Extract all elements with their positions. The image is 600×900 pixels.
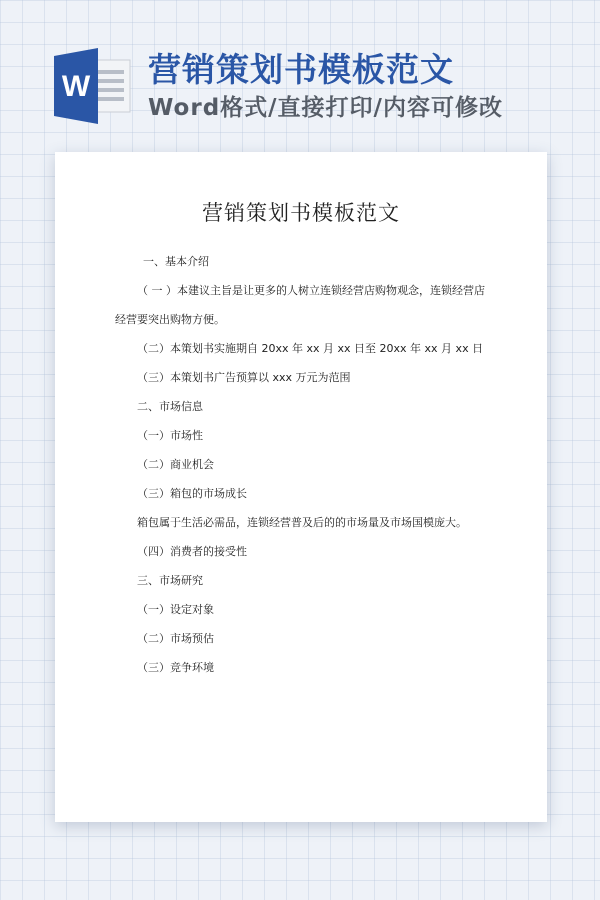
paragraph: （三）竞争环境 <box>137 661 214 674</box>
paragraph: 箱包属于生活必需品，连锁经营普及后的的市场量及市场国模庞大。 <box>137 516 467 529</box>
paragraph: （ 一 ）本建议主旨是让更多的人树立连锁经营店购物观念，连锁经营店经营要突出购物方便。 <box>115 284 485 326</box>
document-page <box>55 152 547 822</box>
paragraph: （二）市场预估 <box>137 632 214 645</box>
paragraph: （三）本策划书广告预算以 xxx 万元为范围 <box>137 371 351 384</box>
paragraph: （一）设定对象 <box>137 603 214 616</box>
section-heading: 三、市场研究 <box>137 574 203 587</box>
paragraph: （四）消费者的接受性 <box>137 545 247 558</box>
section-heading: 一、基本介绍 <box>143 255 209 268</box>
page-header <box>0 0 600 140</box>
svg-text:W: W <box>61 70 91 103</box>
paragraph: （一）市场性 <box>137 429 203 442</box>
section-heading: 二、市场信息 <box>137 400 203 413</box>
word-document-icon <box>52 46 132 126</box>
header-title: 营销策划书模板范文 <box>148 50 454 89</box>
paragraph: （三）箱包的市场成长 <box>137 487 247 500</box>
header-subtitle: Word格式/直接打印/内容可修改 <box>148 95 503 121</box>
paragraph: （二）商业机会 <box>137 458 214 471</box>
paragraph: （二）本策划书实施期自 20xx 年 xx 月 xx 日至 20xx 年 xx 月 xx 日 <box>137 342 484 355</box>
document-title: 营销策划书模板范文 <box>202 201 400 225</box>
